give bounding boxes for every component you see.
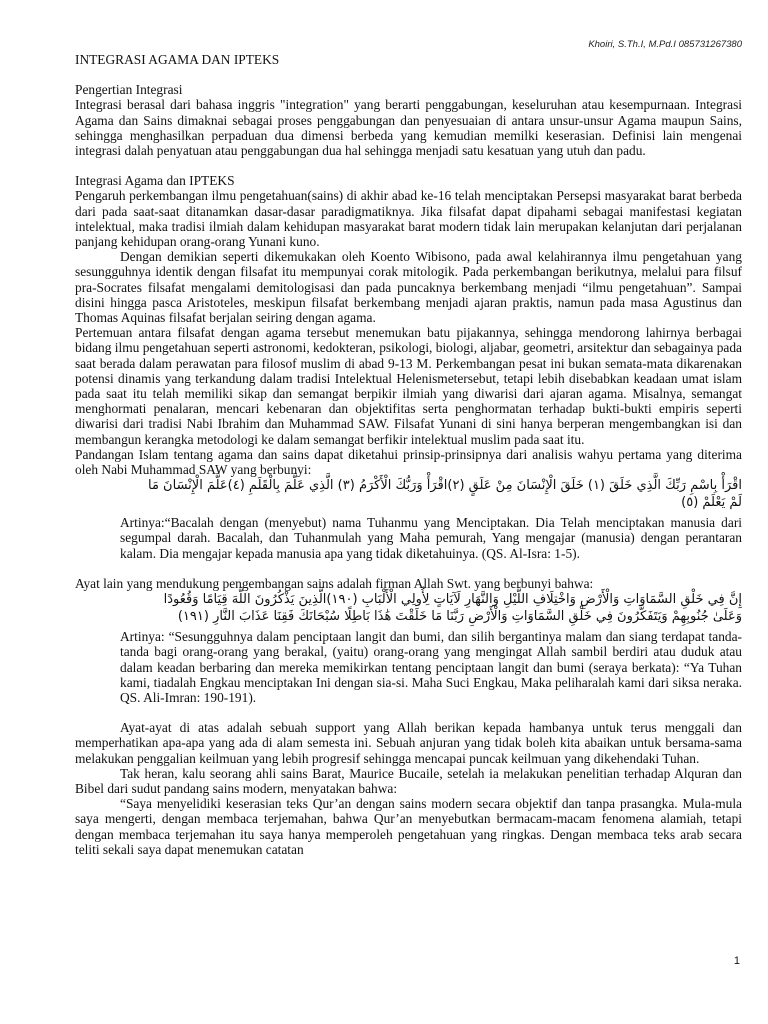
paragraph-5: Ayat lain yang mendukung pengembangan sains adalah firman Allah Swt. yang berbunyi bahwa: xyxy=(75,575,594,591)
document-title: INTEGRASI AGAMA DAN IPTEKS xyxy=(75,52,280,67)
arabic-verse-2: إِنَّ فِي خَلْقِ السَّمَاوَاتِ وَالْأَرْضِ وَاخْتِلَافِ اللَّيْلِ وَالنَّهَارِ لَآيَاتٍ لِأُولِي الْأَلْبَابِ (١٩٠)الَّذِينَ يَذْكُرُونَ اللَّهَ قِيَامًا وَقُعُودًا وَعَلَىٰ جُنُوبِهِمْ وَيَتَفَكَّرُونَ فِي خَلْقِ السَّمَاوَاتِ وَالْأَرْضِ رَبَّنَا مَا خَلَقْتَ هَٰذَا بَاطِلًا سُبْحَانَكَ فَقِنَا عَذَابَ النَّارِ (١٩١) xyxy=(163,592,742,625)
page-number: 1 xyxy=(733,955,740,967)
arabic-verse-1: اقْرَأْ بِاسْمِ رَبِّكَ الَّذِي خَلَقَ (١) خَلَقَ الْإِنْسَانَ مِنْ عَلَقٍ (٢)اقْرَأْ وَرَبُّكَ الْأَكْرَمُ (٣) الَّذِي عَلَّمَ بِالْقَلَمِ (٤)عَلَّمَ الْإِنْسَانَ مَا لَمْ يَعْلَمْ (٥) xyxy=(148,478,742,511)
paragraph-4: Pandangan Islam tentang agama dan sains dapat diketahui prinsip-prinsipnya dari analisis wahyu pertama yang diterima oleh Nabi Muhammad SAW yang berbunyi: xyxy=(75,446,742,478)
document-body xyxy=(75,52,742,857)
paragraph-1: Pengaruh perkembangan ilmu pengetahuan(sains) di akhir abad ke-16 telah menciptakan Persepsi masyarakat barat berbeda dari pada saat-saat ditanamkan dasar-dasar paradigmatiknya. Jika filsafat dapat dipahami sebagai manifestasi kegiatan intelektual, maka tradisi ilmiah dalam kehidupan masyarakat barat modern tidak lain merupakan kelanjutan dari perjalanan panjang kehidupan orang-orang Yunani kuno. xyxy=(75,188,742,250)
paragraph-2: Dengan demikian seperti dikemukakan oleh Koento Wibisono, pada awal kelahirannya ilmu pengetahuan yang sesungguhnya identik dengan filsafat itu mempunyai corak mitologik. Pada perkembangan berikutnya, melalui para filsuf pra-Socrates filsafat mengalami demitologisasi dan pada puncaknya berkembang menjadi “ilmu pengetahuan”. Sampai disini hingga pasca Aristoteles, meskipun filsafat berkembang menjadi ajaran praktis, namun pada masa Agustinus dan Thomas Aquinas filsafat berjalan seiring dengan agama. xyxy=(75,249,742,326)
translation-2: Artinya: “Sesungguhnya dalam penciptaan langit dan bumi, dan silih bergantinya malam dan siang terdapat tanda-tanda bagi orang-orang yang berakal, (yaitu) orang-orang yang mengingat Allah sambil berdiri atau duduk atau dalam keadan berbaring dan mereka memikirkan tentang penciptaan langit dan bumi (seraya berkata): “Ya Tuhan kami, tiadalah Engkau menciptakan Ini dengan sia-si. Maha Suci Engkau, Maka peliharalah kami dari siksa neraka. QS. Ali-Imran: 190-191). xyxy=(120,629,742,705)
translation-1: Artinya:“Bacalah dengan (menyebut) nama Tuhanmu yang Menciptakan. Dia Telah menciptakan manusia dari segumpal darah. Bacalah, dan Tuhanmulah yang Maha pemurah, Yang mengajar (manusia) dengan perantaran kalam. Dia mengajar kepada manusia apa yang tidak diketahuinya. (QS. Al-Isra: 1-5). xyxy=(120,515,742,561)
paragraph-pengertian: Integrasi berasal dari bahasa inggris "integration" yang berarti penggabungan, keseluruhan atau kesempurnaan. Integrasi Agama dan Sains dimaknai sebagai proses penggabungan dan penyesuaian di antara unsur-unsur Agama maupun Sains, sehingga menghasilkan perpaduan dua dimensi berbeda yang kemudian memilki keserasian. Definisi lain mengenai integrasi dalah penyatuan atau penggabungan dua hal sehingga menjadi satu kesatuan yang utuh dan padu. xyxy=(75,97,742,159)
paragraph-6: Ayat-ayat di atas adalah sebuah support yang Allah berikan kepada hambanya untuk terus menggali dan memperhatikan apa-apa yang ada di alam semesta ini. Sebuah anjuran yang tidak boleh kita abaikan untuk bersama-sama melakukan penggalian keilmuan yang lebih progresif sehingga mencapai puncak keilmuan yang dikehendaki Tuhan. xyxy=(75,720,742,766)
section-heading-integrasi: Integrasi Agama dan IPTEKS xyxy=(75,173,235,189)
section-heading-pengertian: Pengertian Integrasi xyxy=(75,82,183,98)
author-header: Khoiri, S.Th.I, M.Pd.I 085731267380 xyxy=(588,39,742,50)
paragraph-3: Pertemuan antara filsafat dengan agama tersebut menemukan batu pijakannya, sehingga mendorong lahirnya berbagai bidang ilmu pengetahuan seperti astronomi, kedokteran, psikologi, biologi, aljabar, geometri, arsitektur dan sebagainya pada saat berada dalam perawatan para filosof muslim di abad 9-13 M. Perkembangan pesat ini bukan semata-mata dikarenakan potensi dinamis yang terkandung dalam tradisi Intelektual Helenismetersebut, tetapi lebih disebabkan keadaan umat islam pada saat itu telah memiliki sikap dan semangat berpikir ilmiah yang diwarisi dari ajaran agama. Misalnya, semangat menghormati penalaran, mencari kebenaran dan objektifitas serta penghormatan terhadap bukti-bukti empiris seperti diwarisi dari tradisi Nabi Ibrahim dan Muhammad SAW. Filsafat Yunani di sini hanya berperan mengembangkan isi dan membangun kerangka metodologi ke dalam semangat berfikir intelektual muslim pada saat itu. xyxy=(75,325,742,447)
paragraph-8: “Saya menyelidiki keserasian teks Qur’an dengan sains modern secara objektif dan tanpa prasangka. Mula-mula saya mengerti, dengan membaca terjemahan, bahwa Qur’an menyebutkan bermacam-macam fenomena alamiah, tetapi dengan membaca terjemahan itu saya hanya memperoleh pengetahuan yang ringkas. Dengan membaca teks arab secara teliti sekali saya dapat menemukan catatan xyxy=(75,796,742,857)
paragraph-7: Tak heran, kalu seorang ahli sains Barat, Maurice Bucaile, setelah ia melakukan penelitian terhadap Alquran dan Bibel dari sudut pandang sains modern, menyatakan bahwa: xyxy=(75,765,742,796)
